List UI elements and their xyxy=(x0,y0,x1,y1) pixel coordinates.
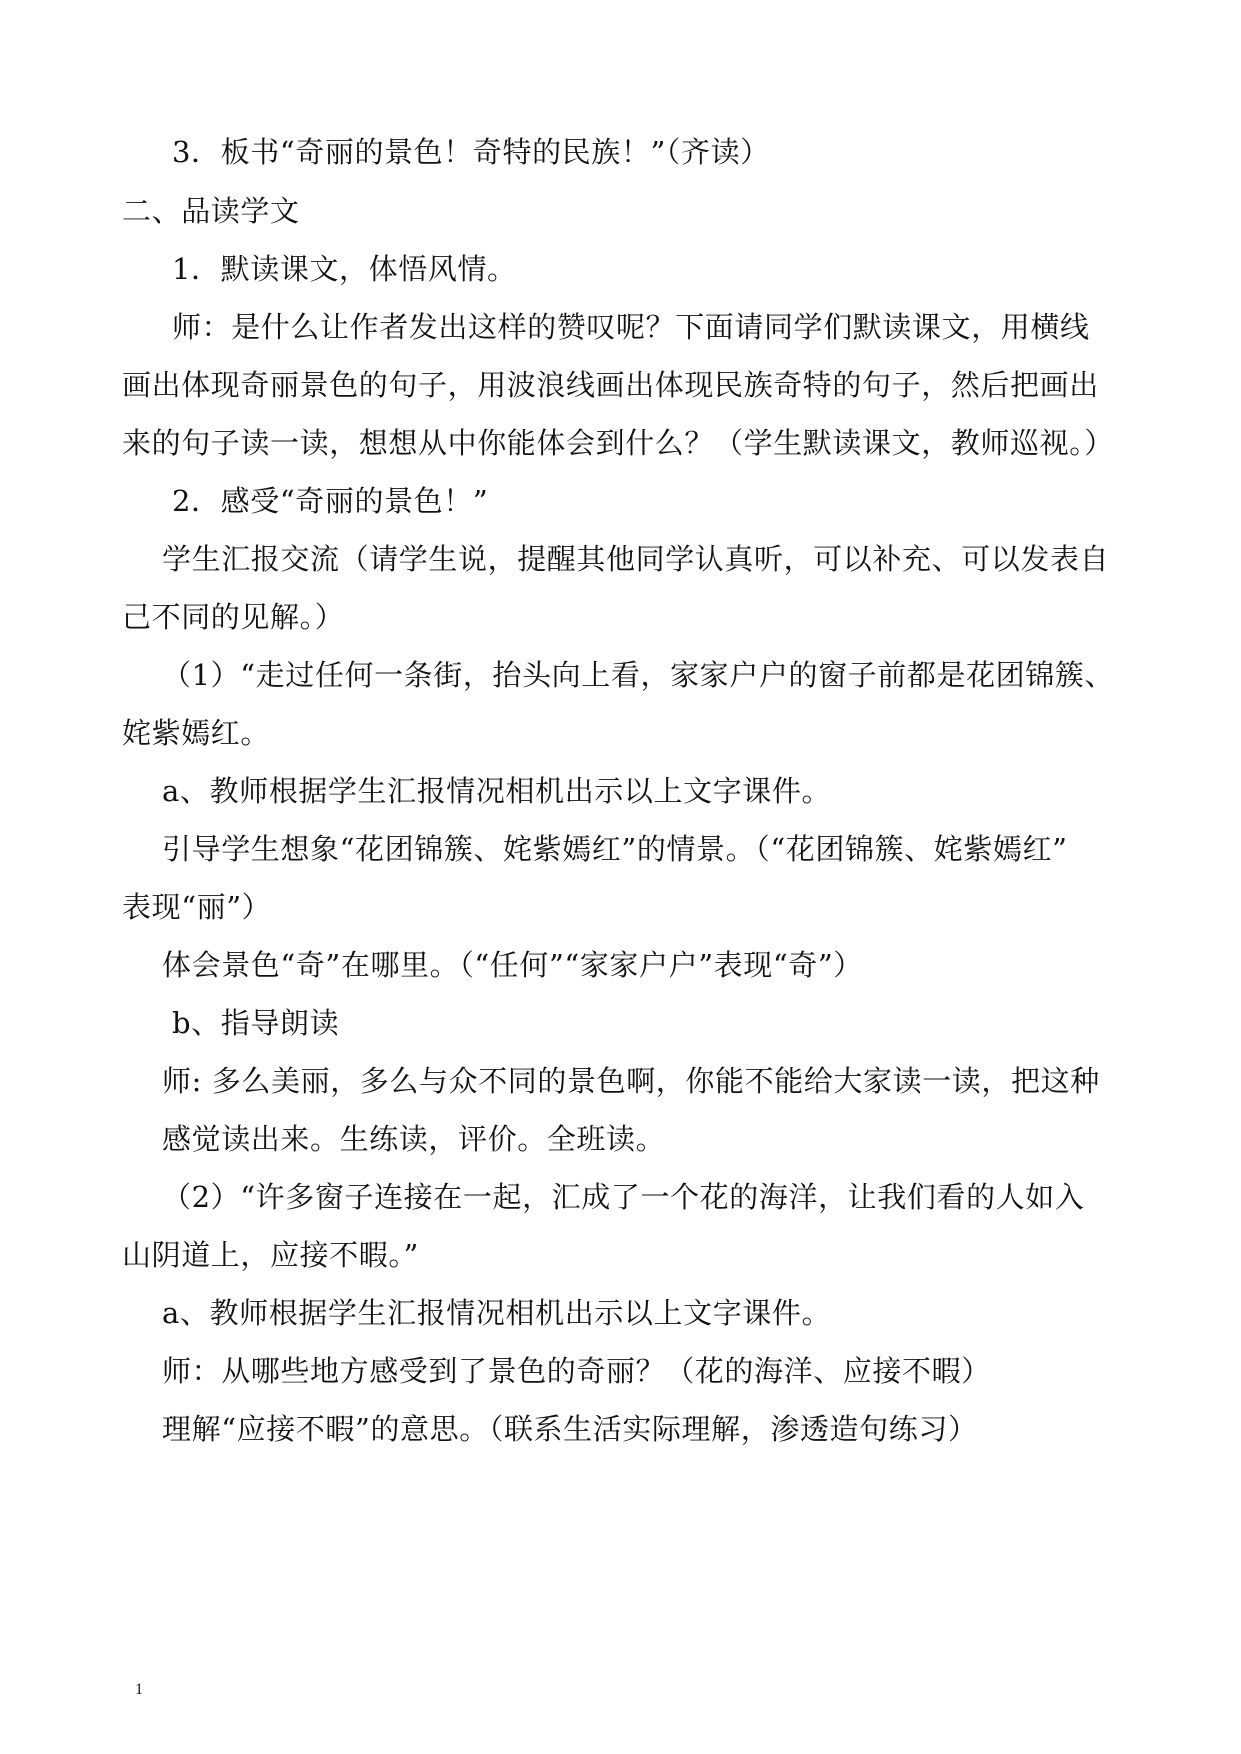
text-line: 来的句子读一读，想想从中你能体会到什么？（学生默读课文，教师巡视。） xyxy=(122,426,1114,460)
text-line: 理解“应接不暇”的意思。（联系生活实际理解，渗透造句练习） xyxy=(162,1412,978,1446)
text-line: 师：从哪些地方感受到了景色的奇丽？（花的海洋、应接不暇） xyxy=(162,1354,991,1388)
text-line: 体会景色“奇”在哪里。（“任何”“家家户户”表现“奇”） xyxy=(162,948,863,982)
text-line: （1）“走过任何一条街，抬头向上看，家家户户的窗子前都是花团锦簇、 xyxy=(162,658,1115,692)
text-line: （2）“许多窗子连接在一起，汇成了一个花的海洋，让我们看的人如入 xyxy=(162,1180,1085,1214)
text-line-step-3: 3．板书“奇丽的景色！奇特的民族！”（齐读） xyxy=(172,135,770,169)
text-line: 姹紫嫣红。 xyxy=(122,716,271,750)
text-line: 师: 多么美丽，多么与众不同的景色啊，你能不能给大家读一读，把这种 xyxy=(162,1064,1100,1098)
text-line-step-1: 1．默读课文，体悟风情。 xyxy=(172,252,517,286)
text-line: b、指导朗读 xyxy=(172,1006,340,1040)
text-line: a、教师根据学生汇报情况相机出示以上文字课件。 xyxy=(162,1296,832,1330)
text-line: 画出体现奇丽景色的句子，用波浪线画出体现民族奇特的句子，然后把画出 xyxy=(122,368,1099,402)
text-line: 引导学生想象“花团锦簇、姹紫嫣红”的情景。（“花团锦簇、姹紫嫣红” xyxy=(162,832,1068,866)
text-line: a、教师根据学生汇报情况相机出示以上文字课件。 xyxy=(162,774,832,808)
text-line: 师：是什么让作者发出这样的赞叹呢？下面请同学们默读课文，用横线 xyxy=(172,310,1090,344)
text-line: 学生汇报交流（请学生说，提醒其他同学认真听，可以补充、可以发表自 xyxy=(162,542,1110,576)
page-number: 1 xyxy=(135,1681,143,1698)
text-line: 山阴道上，应接不暇。” xyxy=(122,1238,419,1272)
text-line: 表现“丽”） xyxy=(122,890,272,924)
text-line-step-2: 2．感受“奇丽的景色！” xyxy=(172,484,489,518)
text-line: 感觉读出来。生练读，评价。全班读。 xyxy=(162,1122,666,1156)
text-line: 己不同的见解。） xyxy=(122,600,345,634)
section-heading: 二、品读学文 xyxy=(122,194,300,228)
